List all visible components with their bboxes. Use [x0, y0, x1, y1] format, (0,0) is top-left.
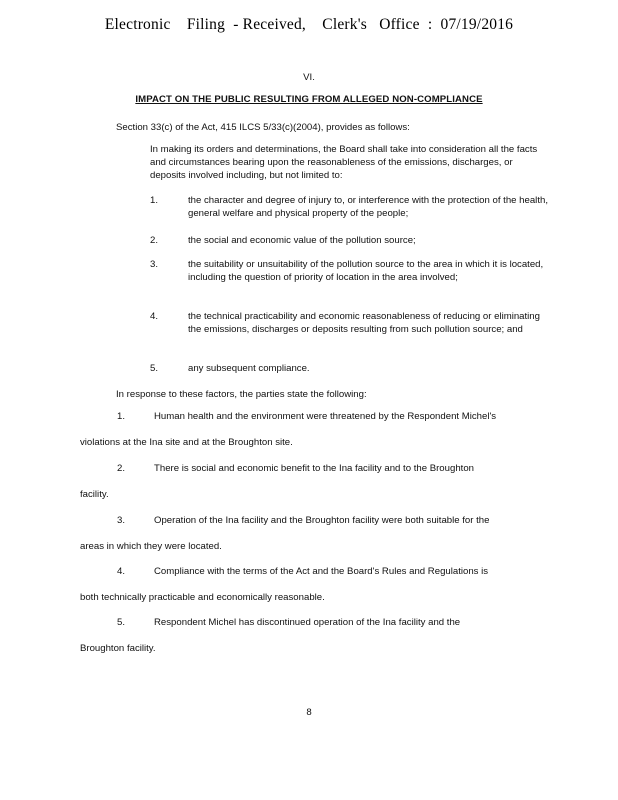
response-intro: In response to these factors, the parties state the following:	[116, 389, 367, 400]
factor-number: 3.	[150, 259, 159, 270]
factor-text: the technical practicability and economic reasonableness of reducing or eliminating the emissions, discharges or deposits resulting from such pollution source; and	[188, 311, 540, 335]
section-number: VI.	[303, 72, 315, 83]
statute-intro: Section 33(c) of the Act, 415 ILCS 5/33(c)(2004), provides as follows:	[116, 122, 410, 133]
factor-text: the suitability or unsuitability of the pollution source to the area in which it is located, including the question of priority of location in the area involved;	[188, 259, 544, 283]
response-number: 2.	[117, 463, 126, 474]
response-text-line2: Broughton facility.	[80, 643, 156, 654]
response-number: 1.	[117, 411, 126, 422]
response-text-line1: Operation of the Ina facility and the Broughton facility were both suitable for the	[154, 515, 490, 526]
factor-number: 2.	[150, 235, 159, 246]
factor-number: 4.	[150, 311, 159, 322]
response-text-line2: facility.	[80, 489, 109, 500]
response-text-line1: Respondent Michel has discontinued operation of the Ina facility and the	[154, 617, 461, 628]
statute-quote: In making its orders and determinations, the Board shall take into consideration all the facts and circumstances bearing upon the reasonableness of the emissions, discharges, or deposits involved including, but not limited to:	[150, 144, 538, 181]
response-text-line2: areas in which they were located.	[80, 541, 222, 552]
response-number: 3.	[117, 515, 126, 526]
response-text-line1: Compliance with the terms of the Act and the Board's Rules and Regulations is	[154, 566, 489, 577]
response-number: 5.	[117, 617, 126, 628]
factor-text: the social and economic value of the pollution source;	[188, 235, 416, 246]
factor-number: 1.	[150, 195, 159, 206]
factor-text: any subsequent compliance.	[188, 363, 310, 374]
section-title: IMPACT ON THE PUBLIC RESULTING FROM ALLEGED NON-COMPLIANCE	[135, 94, 483, 105]
response-text-line1: There is social and economic benefit to the Ina facility and to the Broughton	[154, 463, 474, 474]
page-number: 8	[306, 707, 312, 718]
response-text-line2: violations at the Ina site and at the Broughton site.	[80, 437, 293, 448]
response-text-line2: both technically practicable and economically reasonable.	[80, 592, 325, 603]
factor-number: 5.	[150, 363, 159, 374]
factor-text: the character and degree of injury to, or interference with the protection of the health, general welfare and physical property of the people;	[188, 195, 548, 219]
response-number: 4.	[117, 566, 126, 577]
response-text-line1: Human health and the environment were threatened by the Respondent Michel's	[154, 411, 497, 422]
filing-stamp-header: Electronic Filing - Received, Clerk's Office : 07/19/2016	[104, 16, 514, 33]
